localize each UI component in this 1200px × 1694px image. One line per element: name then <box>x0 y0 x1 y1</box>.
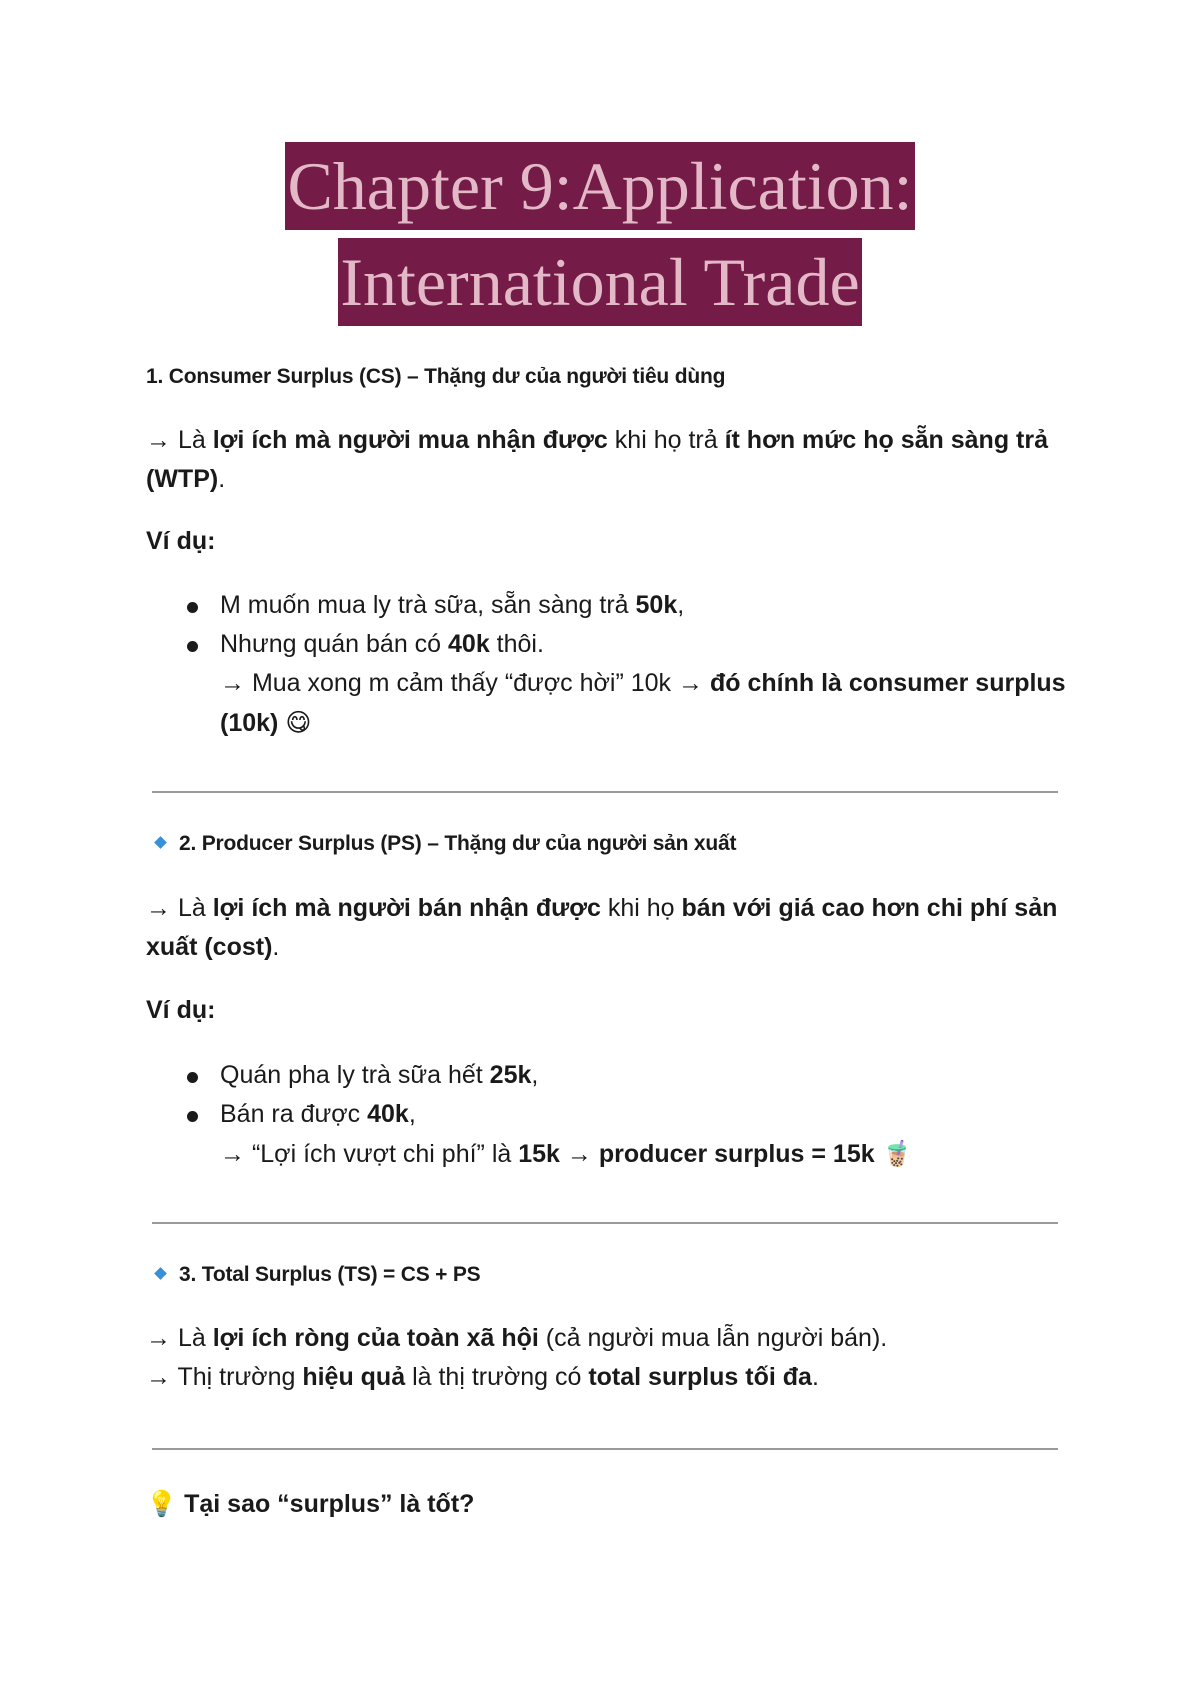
section2-example-label: Ví dụ: <box>146 996 216 1024</box>
divider <box>152 1222 1058 1224</box>
section1-definition: → Là lợi ích mà người mua nhận được khi họ trả ít hơn mức họ sẵn sàng trả (WTP). <box>146 426 1049 493</box>
section2-heading: 2. Producer Surplus (PS) – Thặng dư của người sản xuất <box>146 832 736 856</box>
section2-definition: → Là lợi ích mà người bán nhận được khi họ bán với giá cao hơn chi phí sản xuất (cost). <box>146 894 1058 961</box>
bubble-tea-icon: 🧋 <box>881 1139 913 1168</box>
list-item: Nhưng quán bán có 40k thôi. → Mua xong m cảm thấy “được hời” 10k → đó chính là consumer surplus (10k) 😋 <box>146 625 1066 743</box>
section1-example-list <box>146 586 1066 743</box>
divider <box>152 791 1058 793</box>
title-line-1: Chapter 9:Application: <box>285 142 914 230</box>
divider <box>152 1448 1058 1450</box>
blue-diamond-icon <box>154 1267 167 1280</box>
chapter-title <box>0 142 1200 334</box>
yum-face-icon: 😋 <box>285 708 312 737</box>
section2-example-list <box>146 1056 1066 1174</box>
section3-heading: 3. Total Surplus (TS) = CS + PS <box>146 1263 480 1287</box>
blue-diamond-icon <box>154 836 167 849</box>
list-item: M muốn mua ly trà sữa, sẵn sàng trả 50k, <box>146 586 1066 625</box>
title-line-2: International Trade <box>338 238 861 326</box>
section4-heading: 💡 Tại sao “surplus” là tốt? <box>146 1489 475 1518</box>
list-item: Bán ra được 40k, → “Lợi ích vượt chi phí” là 15k → producer surplus = 15k 🧋 <box>146 1095 1066 1174</box>
light-bulb-icon: 💡 <box>146 1489 178 1518</box>
list-item: Quán pha ly trà sữa hết 25k, <box>146 1056 1066 1095</box>
section1-heading: 1. Consumer Surplus (CS) – Thặng dư của người tiêu dùng <box>146 365 726 388</box>
section3-body: → Là lợi ích ròng của toàn xã hội (cả người mua lẫn người bán). → Thị trường hiệu quả là thị trường có total surplus tối đa. <box>146 1324 888 1391</box>
section1-example-label: Ví dụ: <box>146 527 216 555</box>
